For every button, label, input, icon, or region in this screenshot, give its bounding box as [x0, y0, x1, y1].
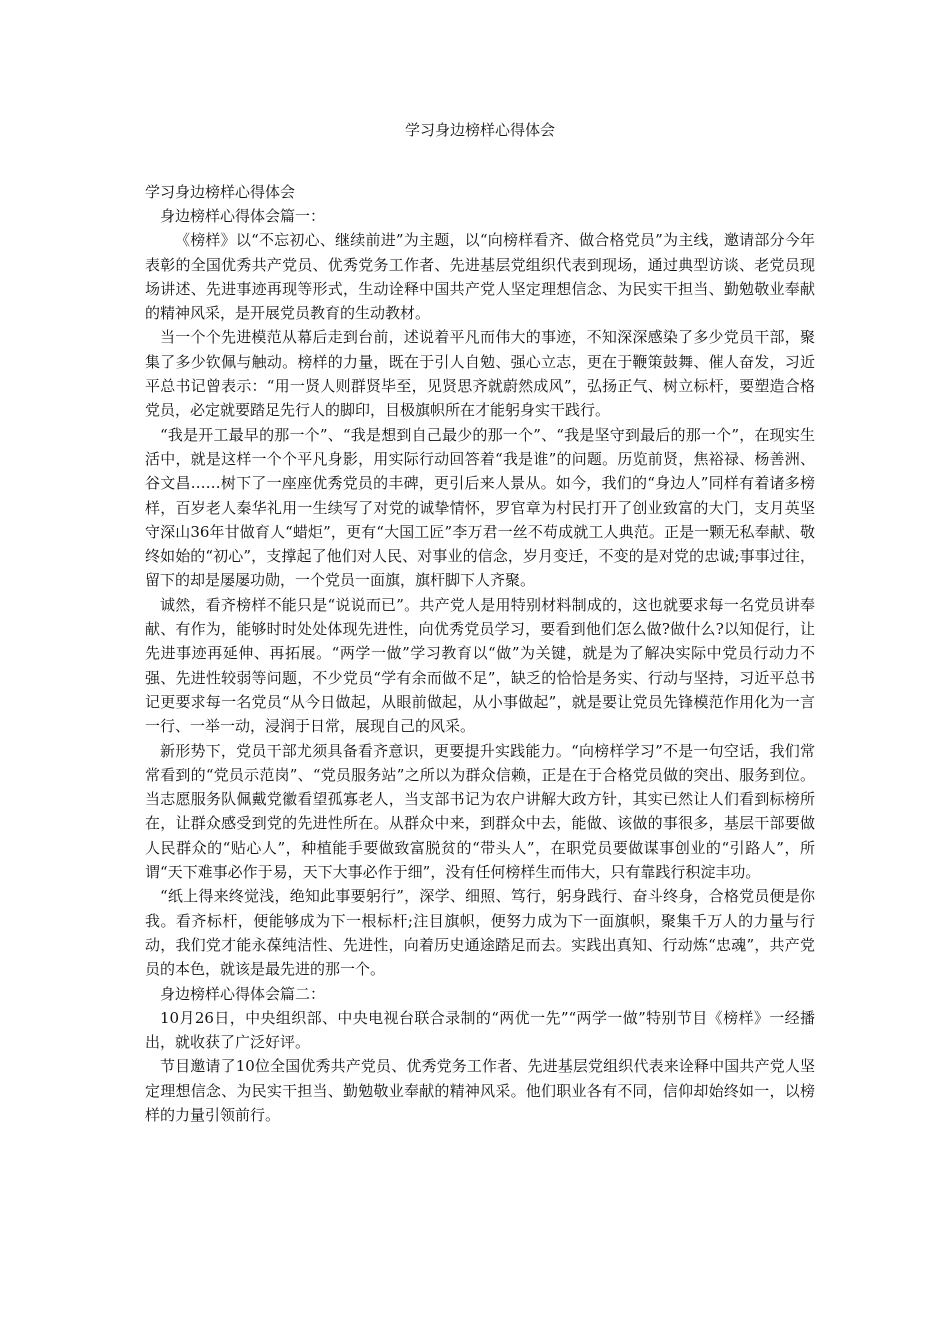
paragraph-1: 《榜样》以“不忘初心、继续前进”为主题，以“向榜样看齐、做合格党员”为主线，邀请部分今年表彰的全国优秀共产党员、优秀党务工作者、先进基层党组织代表到现场，通过典型访谈、老党员现场讲述、先进事迹再现等形式，生动诠释中国共产党人坚定理想信念、为民实干担当、勤勉敬业奉献的精神风采，是开展党员教育的生动教材。: [145, 231, 815, 323]
paragraph-6: “纸上得来终觉浅，绝知此事要躬行”，深学、细照、笃行，躬身践行、奋斗终身，合格党员便是你我。看齐标杆，便能够成为下一根标杆;注目旗帜，便努力成为下一面旗帜，聚集千万人的力量与行动，我们党才能永葆纯洁性、先进性，向着历史通途踏足而去。实践出真知、行动炼“忠魂”，共产党员的本色，就该是最先进的那一个。: [145, 887, 815, 979]
paragraph-3: “我是开工最早的那一个”、“我是想到自己最少的那一个”、“我是坚守到最后的那一个”，在现实生活中，就是这样一个个平凡身影，用实际行动回答着“我是谁”的问题。历览前贤，焦裕禄、杨善洲、谷文昌……树下了一座座优秀党员的丰碑，更引后来人景从。如今，我们的“身边人”同样有着诸多榜样，百岁老人秦华礼用一生续写了对党的诚挚情怀，罗官章为村民打开了创业致富的大门，支月英坚守深山36年甘做育人“蜡炬”，更有“大国工匠”李万君一丝不苟成就工人典范。正是一颗无私奉献、敬终如始的“初心”，支撑起了他们对人民、对事业的信念，岁月变迁，不变的是对党的忠诚;事事过往，留下的却是屡屡功勋，一个党员一面旗，旗杆脚下人齐聚。: [145, 425, 815, 590]
section-heading-2: 身边榜样心得体会篇二：: [160, 984, 326, 1003]
paragraph-4: 诚然，看齐榜样不能只是“说说而已”。共产党人是用特别材料制成的，这也就要求每一名党员讲奉献、有作为，能够时时处处体现先进性，向优秀党员学习，要看到他们怎么做?做什么?以知促行，让先进事迹再延伸、再拓展。“两学一做”学习教育以“做”为关键，就是为了解决实际中党员行动力不强、先进性较弱等问题，不少党员“学有余而做不足”，缺乏的恰恰是务实、行动与坚持，习近平总书记更要求每一名党员“从今日做起，从眼前做起，从小事做起”，就是要让党员先锋模范作用化为一言一行、一举一动，浸润于日常，展现自己的风采。: [145, 595, 815, 736]
document-page: [145, 118, 815, 1127]
paragraph-7: 10月26日，中央组织部、中央电视台联合录制的“两优一先”“两学一做”特别节目《榜样》一经播出，就收获了广泛好评。: [145, 1008, 815, 1052]
document-subtitle: 学习身边榜样心得体会: [145, 183, 296, 201]
section-heading-1: 身边榜样心得体会篇一：: [160, 207, 326, 225]
document-title: 学习身边榜样心得体会: [404, 121, 555, 139]
paragraph-2: 当一个个先进模范从幕后走到台前，述说着平凡而伟大的事迹，不知深深感染了多少党员干部，聚集了多少钦佩与触动。榜样的力量，既在于引人自勉、强心立志，更在于鞭策鼓舞、催人奋发，习近平总书记曾表示：“用一贤人则群贤毕至，见贤思齐就蔚然成风”，弘扬正气、树立标杆，要塑造合格党员，必定就要踏足先行人的脚印，目极旗帜所在才能躬身实干践行。: [145, 328, 815, 420]
paragraph-8: 节目邀请了10位全国优秀共产党员、优秀党务工作者、先进基层党组织代表来诠释中国共产党人坚定理想信念、为民实干担当、勤勉敬业奉献的精神风采。他们职业各有不同，信仰却始终如一，以榜样的力量引领前行。: [145, 1057, 815, 1124]
paragraph-5: 新形势下，党员干部尤须具备看齐意识，更要提升实践能力。“向榜样学习”不是一句空话，我们常常看到的“党员示范岗”、“党员服务站”之所以为群众信赖，正是在于合格党员做的突出、服务到位。当志愿服务队佩戴党徽看望孤寡老人，当支部书记为农户讲解大政方针，其实已然让人们看到标榜所在，让群众感受到党的先进性所在。从群众中来，到群众中去，能做、该做的事很多，基层干部要做人民群众的“贴心人”，种植能手要做致富脱贫的“带头人”，在职党员要做谋事创业的“引路人”，所谓“天下难事必作于易，天下大事必作于细”，没有任何榜样生而伟大，只有靠践行积淀丰功。: [145, 741, 815, 882]
